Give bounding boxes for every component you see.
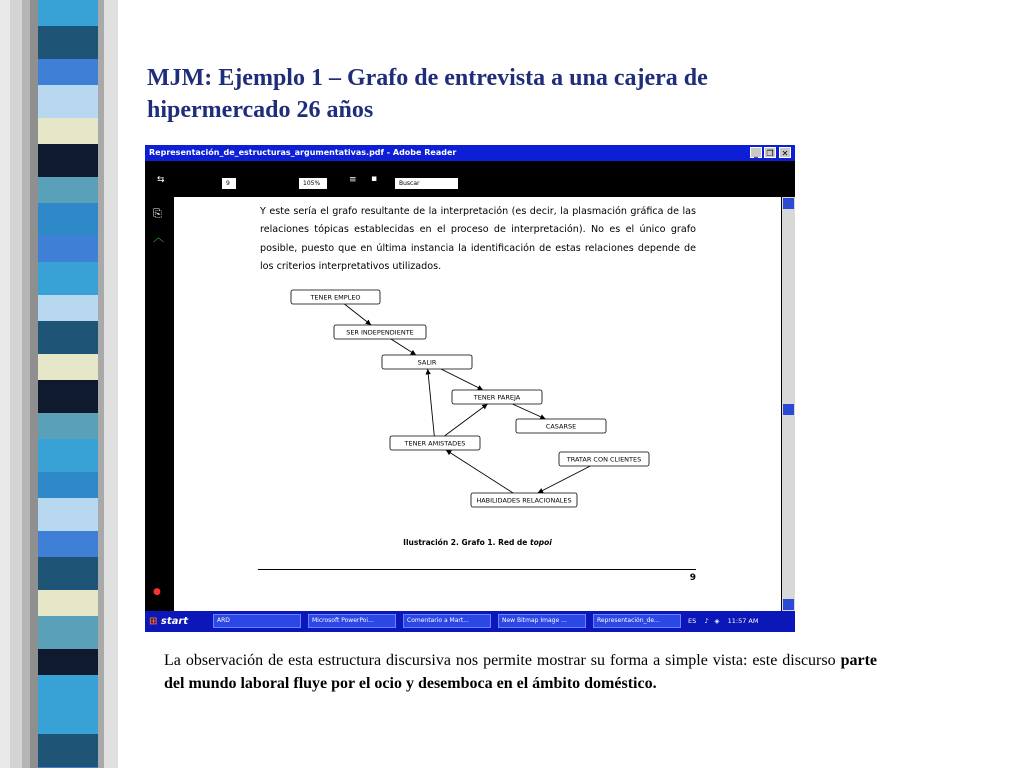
close-icon[interactable]: ✕: [779, 147, 791, 158]
page-footer-rule: [258, 569, 696, 570]
clock: 11:57 AM: [727, 617, 759, 625]
vertical-scrollbar[interactable]: [782, 197, 795, 611]
adobe-reader-screenshot: [145, 145, 795, 632]
taskbar-item-comentario[interactable]: Comentario a Mart...: [403, 614, 491, 628]
graph-edge-tener_pareja-to-casarse: [512, 404, 545, 419]
start-label: start: [160, 616, 189, 627]
page-number: 9: [689, 573, 696, 583]
decorative-stripe-band: [0, 0, 118, 768]
graph-node-tener_pareja: [452, 390, 542, 404]
taskbar-item-powerpoint[interactable]: Microsoft PowerPoi...: [308, 614, 396, 628]
graph-node-label: TRATAR CON CLIENTES: [566, 455, 642, 464]
graph-edge-habilidades_relacionales-to-tener_amistades: [446, 450, 513, 493]
scroll-up-icon[interactable]: [783, 198, 794, 209]
graph-node-tener_amistades: [390, 436, 480, 450]
speaker-icon[interactable]: ♪: [704, 617, 709, 625]
stripe-segment: [38, 354, 98, 380]
topoi-graph: [174, 197, 781, 537]
taskbar-item-reader[interactable]: Representación_de...: [593, 614, 681, 628]
windows-logo-icon: ⊞: [149, 616, 158, 627]
stripe-segment: [38, 590, 98, 616]
restore-icon[interactable]: ❐: [764, 147, 776, 158]
slide-body-text: [164, 649, 877, 695]
body-bold: parte del mundo laboral fluye por el ocio y desemboca en el ámbito doméstico.: [164, 652, 878, 692]
reader-toolbar: [145, 161, 795, 197]
caption-italic: topoi: [530, 538, 552, 547]
scroll-thumb[interactable]: [783, 404, 794, 415]
graph-edge-tener_empleo-to-ser_independiente: [344, 304, 371, 325]
navigation-arrows-icon[interactable]: ⇆: [157, 175, 165, 185]
stripe-segment: [38, 236, 98, 262]
stripe-segment: [38, 144, 98, 177]
stripe-segment: [38, 708, 98, 734]
stripe-segment: [38, 26, 98, 59]
attachments-icon[interactable]: ●: [153, 587, 161, 597]
stripe-segment: [38, 439, 98, 472]
binoculars-icon[interactable]: ▪: [371, 174, 378, 184]
reader-window-title: Representación_de_estructuras_argumentativas.pdf - Adobe Reader: [149, 148, 457, 157]
minimize-icon[interactable]: _: [750, 147, 762, 158]
stripe-pattern: [38, 0, 98, 768]
pdf-page: [174, 197, 781, 611]
stripe-segment: [38, 557, 98, 590]
graph-edge-tener_amistades-to-tener_pareja: [444, 404, 487, 436]
stripe-segment: [38, 380, 98, 413]
network-icon[interactable]: ◈: [714, 617, 720, 625]
stripe-segment: [38, 295, 98, 321]
graph-node-tratar_con_clientes: [559, 452, 649, 466]
start-button[interactable]: [149, 614, 188, 629]
language-indicator[interactable]: ES: [688, 617, 697, 625]
graph-node-label: TENER EMPLEO: [310, 293, 361, 302]
stripe-segment: [38, 262, 98, 295]
stripe-segment: [38, 177, 98, 203]
stripe-segment: [38, 616, 98, 649]
taskbar-item-ard[interactable]: ARD: [213, 614, 301, 628]
stripe-segment: [38, 118, 98, 144]
graph-edge-ser_independiente-to-salir: [391, 339, 416, 355]
graph-node-salir: [382, 355, 472, 369]
graph-node-label: TENER AMISTADES: [404, 439, 466, 448]
stripe-segment: [38, 59, 98, 85]
graph-node-ser_independiente: [334, 325, 426, 339]
graph-edge-salir-to-tener_pareja: [441, 369, 483, 390]
stripe-segment: [38, 498, 98, 531]
graph-node-label: SER INDEPENDIENTE: [346, 328, 414, 337]
figure-caption: [174, 538, 781, 547]
taskbar-item-bitmap[interactable]: New Bitmap Image ...: [498, 614, 586, 628]
search-input[interactable]: Buscar: [395, 178, 458, 189]
system-tray: [688, 614, 758, 628]
stripe-segment: [38, 472, 98, 498]
caption-prefix: Ilustración 2. Grafo 1. Red de: [403, 538, 530, 547]
stripe-segment: [38, 531, 98, 557]
graph-edge-tratar_con_clientes-to-habilidades_relacionales: [538, 466, 591, 493]
graph-node-tener_empleo: [291, 290, 380, 304]
graph-edge-tener_amistades-to-salir: [428, 369, 435, 436]
stripe-segment: [38, 413, 98, 439]
stripe-segment: [38, 675, 98, 708]
stripe-segment: [38, 0, 98, 26]
graph-node-casarse: [516, 419, 606, 433]
windows-taskbar: [145, 611, 795, 632]
stripe-segment: [38, 321, 98, 354]
zoom-field[interactable]: 105%: [299, 178, 327, 189]
stripe-segment: [38, 85, 98, 118]
bookmark-icon[interactable]: ︿: [153, 231, 164, 244]
graph-node-label: TENER PAREJA: [473, 393, 521, 402]
stripe-segment: [38, 203, 98, 236]
reader-navigation-panel: [145, 197, 174, 611]
slide-title: MJM: Ejemplo 1 – Grafo de entrevista a una cajera de hipermercado 26 años: [147, 65, 708, 123]
stripe-segment: [38, 649, 98, 675]
graph-node-label: SALIR: [417, 358, 437, 367]
pdf-paragraph: Y este sería el grafo resultante de la interpretación (es decir, la plasmación gráfica de las relaciones tópicas establecidas en el proceso de interpretación). No es el único grafo posible, puesto que en última instancia la identificación de estas relaciones depende de los criterios interpretativos utilizados.: [260, 206, 696, 272]
pages-icon[interactable]: ⎘: [153, 207, 162, 220]
graph-node-label: HABILIDADES RELACIONALES: [476, 496, 572, 505]
reader-titlebar: [145, 145, 795, 161]
body-plain: La observación de esta estructura discursiva nos permite mostrar su forma a simple vista: este discurso: [164, 652, 836, 669]
page-layout-icon[interactable]: ≡: [349, 175, 357, 185]
scroll-down-icon[interactable]: [783, 599, 794, 610]
graph-node-label: CASARSE: [545, 422, 577, 431]
stripe-segment: [38, 734, 98, 767]
graph-node-habilidades_relacionales: [471, 493, 577, 507]
page-number-field[interactable]: 9: [222, 178, 236, 189]
